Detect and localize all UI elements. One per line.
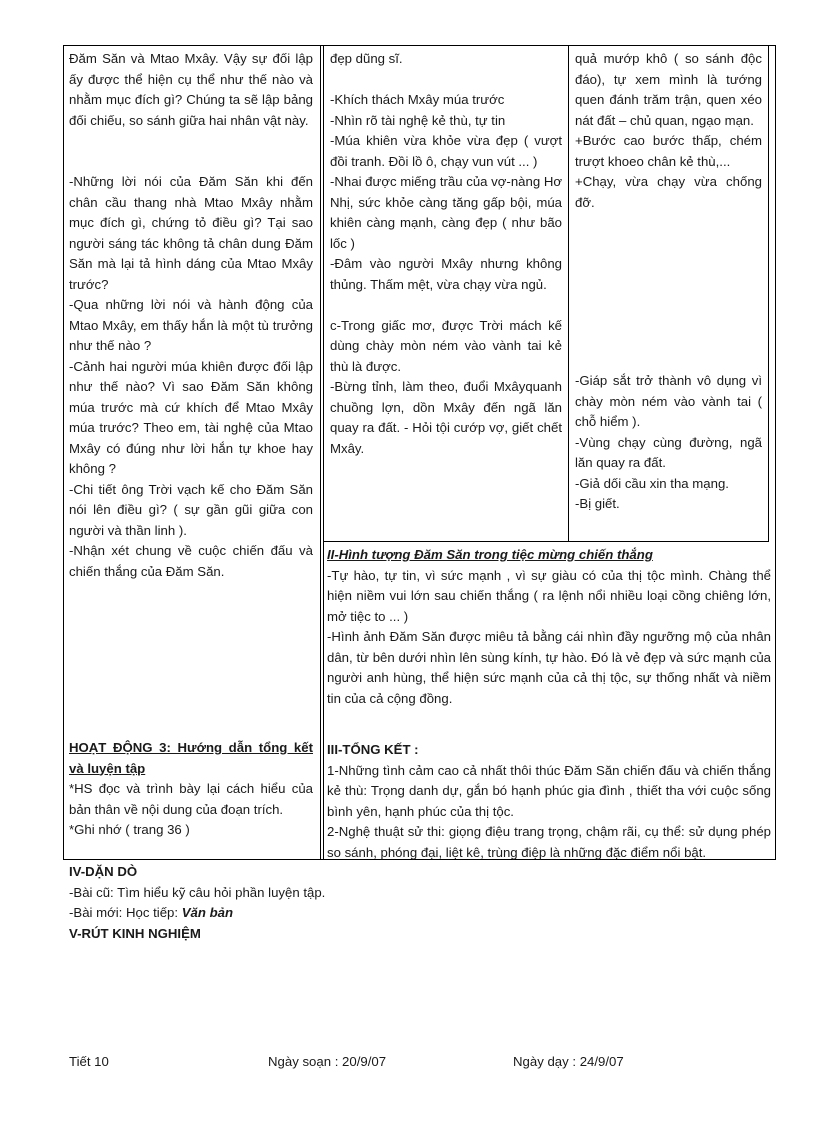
homework-new-prefix: -Bài mới: Học tiếp: [69,905,182,920]
footer-teaching-date: Ngày dạy : 24/9/07 [513,1054,624,1069]
table-border-top [63,45,776,46]
homework-title: IV-DẶN DÒ [69,864,138,879]
activity-3-block [69,738,313,841]
inner-box-bottom [323,541,769,542]
question-4: -Chi tiết ông Trời vạch kế cho Đăm Săn nói lên điều gì? ( sự gần gũi giữa con người và thần linh ). [69,481,313,538]
right-column-bottom [575,371,762,515]
right-text-1: quả mướp khô ( so sánh độc đáo), tự xem mình là tướng quen đánh trăm trận, quen xéo nát đất – chủ quan, ngạo mạn. [575,51,762,128]
right-column-top [575,49,762,213]
section-2-text-2: -Hình ảnh Đăm Săn được miêu tả bằng cái nhìn đầy ngưỡng mộ của nhân dân, từ bên dưới nhìn lên sùng kính, tự hào. Đó là vẻ đẹp và sức mạnh của người anh hùng, thể hiện sức mạnh của cả thị tộc, sự thống nhất và niềm tin của cả cộng đồng. [327,629,771,706]
left-intro-paragraph: Đăm Săn và Mtao Mxây. Vậy sự đối lập ấy được thể hiện cụ thể như thế nào và nhằm mục đích gì? Chúng ta sẽ lập bảng đối chiếu, so sánh giữa hai nhân vật này. [69,51,313,128]
right-text-2: +Bước cao bước thấp, chém trượt khoeo chân kẻ thù,... [575,133,762,169]
section-3-text-1: 1-Những tình cảm cao cả nhất thôi thúc Đăm Săn chiến đấu và chiến thắng kẻ thù: Trọng danh dự, gắn bó hạnh phúc gia đình , thiết tha với cuộc sống bình yên, hạnh phúc của thị tộc. [327,762,771,819]
footer-lesson-number: Tiết 10 [69,1054,109,1069]
mid-text-1: đẹp dũng sĩ. [330,51,403,66]
experience-title: V-RÚT KINH NGHIỆM [69,925,201,941]
section-3 [327,740,771,863]
mid-text-6: -Đâm vào người Mxây nhưng không thủng. Thấm mệt, vừa chạy vừa ngủ. [330,256,562,292]
right-text-4: -Giáp sắt trở thành vô dụng vì chày mòn ném vào vành tai ( chỗ hiểm ). [575,373,762,429]
mid-text-5: -Nhai được miếng trầu của vợ-nàng Hơ Nhị, sức khỏe càng tăng gấp bội, múa khiên càng mạnh, càng đẹp ( như bão lốc ) [330,174,562,251]
activity-3-text-1: *HS đọc và trình bày lại cách hiểu của bản thân về nội dung của đoạn trích. [69,781,313,817]
after-table-block [69,862,769,944]
mid-text-2: -Khích thách Mxây múa trước [330,92,505,107]
column-divider-1 [320,45,321,860]
right-text-7: -Bị giết. [575,496,620,511]
right-text-5: -Vùng chạy cùng đường, ngã lăn quay ra đất. [575,434,762,470]
mid-text-7: c-Trong giấc mơ, được Trời mách kế dùng chày mòn ném vào vành tai kẻ thù là được. [330,317,562,374]
question-1: -Những lời nói của Đăm Săn khi đến chân cầu thang nhà Mtao Mxây nhằm mục đích gì, chứng tỏ điều gì? Tại sao người sáng tác không tả chân dung Đăm Săn mà lại tả hình dáng của Mtao Mxây trước? [69,174,313,292]
middle-column [330,49,562,459]
homework-new-title: Văn bản [181,905,234,920]
activity-3-text-2: *Ghi nhớ ( trang 36 ) [69,822,190,837]
table-border-left [63,45,64,860]
mid-text-4: -Múa khiên vừa khỏe vừa đẹp ( vượt đồi tranh. Đồi lồ ô, chạy vun vút ... ) [330,133,562,169]
section-2-title: II-Hình tượng Đăm Săn trong tiệc mừng chiến thắng [327,547,653,562]
homework-old-lesson: -Bài cũ: Tìm hiểu kỹ câu hỏi phần luyện tập. [69,884,326,900]
table-border-right [775,45,776,860]
section-2 [327,545,771,709]
column-divider-1b [323,45,324,860]
activity-3-title: HOẠT ĐỘNG 3: Hướng dẫn tổng kết và luyện tập [69,740,313,776]
section-3-title: III-TỔNG KẾT : [327,742,419,757]
footer-prepared-date: Ngày soạn : 20/9/07 [268,1054,387,1069]
right-text-3: +Chạy, vừa chạy vừa chống đỡ. [575,174,762,210]
section-3-text-2: 2-Nghệ thuật sử thi: giọng điệu trang trọng, chậm rãi, cụ thể: sử dụng phép so sánh, phóng đại, liệt kê, trùng điệp là những đặc điểm nổi bật. [327,824,771,860]
mid-text-3: -Nhìn rõ tài nghệ kẻ thù, tự tin [330,112,506,128]
column-divider-2 [568,45,569,542]
section-2-text-1: -Tự hào, tự tin, vì sức mạnh , vì sự giàu có của thị tộc mình. Chàng thể hiện niềm vui lớn sau chiến thắng ( ra lệnh nổi nhiều loại cồng chiêng lớn, mở tiệc to ... ) [327,567,771,624]
inner-box-right [768,45,769,542]
right-text-6: -Giả dối cầu xin tha mạng. [575,475,729,491]
mid-text-8: -Bừng tỉnh, làm theo, đuổi Mxâyquanh chuồng lợn, dồn Mxây đến ngã lăn quay ra đất. - Hỏi tội cướp vợ, giết chết Mxây. [330,379,562,456]
question-3: -Cảnh hai người múa khiên được đối lập như thế nào? Vì sao Đăm Săn không múa trước mà cứ khích để Mtao Mxây múa trước? Theo em, tài nghệ của Mtao Mxây có đúng như lời hắn tự khoe hay không ? [69,358,313,476]
question-2: -Qua những lời nói và hành động của Mtao Mxây, em thấy hắn là một tù trưởng như thế nào ? [69,297,313,353]
question-5: -Nhận xét chung về cuộc chiến đấu và chiến thắng của Đăm Săn. [69,543,313,579]
homework-new-lesson [69,903,769,924]
left-column [69,49,313,582]
